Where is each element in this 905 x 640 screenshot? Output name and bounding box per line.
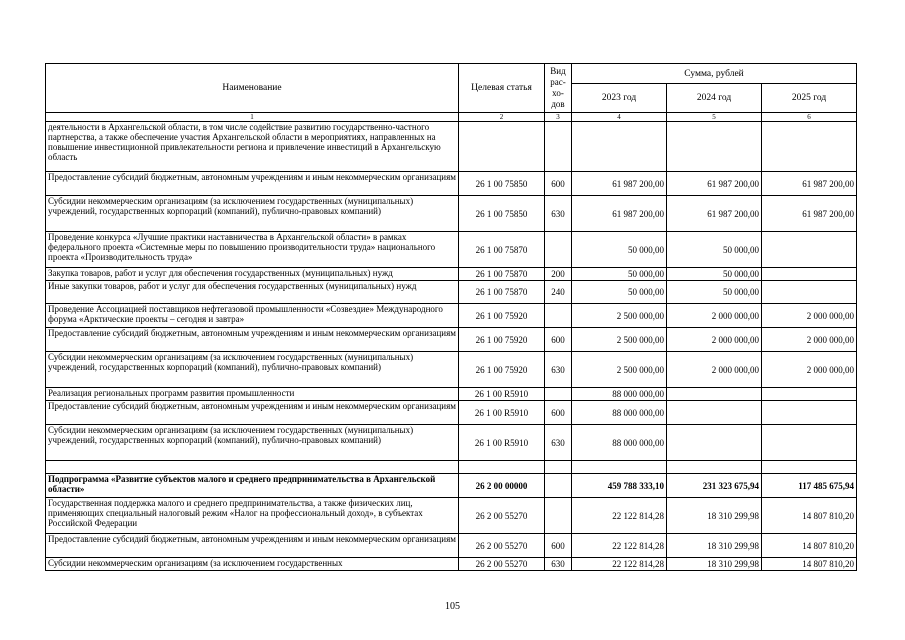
row-target-article: 26 1 00 R5910 <box>459 425 545 461</box>
row-amount-2024: 2 000 000,00 <box>667 304 762 328</box>
row-target-article: 26 1 00 75850 <box>459 172 545 196</box>
row-amount-2025: 2 000 000,00 <box>762 304 857 328</box>
row-name: Иные закупки товаров, работ и услуг для обеспечения государственных (муниципальных) нужд <box>46 281 459 304</box>
table-row <box>46 352 857 388</box>
row-amount-2024: 231 323 675,94 <box>667 474 762 498</box>
row-amount-2024: 2 000 000,00 <box>667 352 762 388</box>
row-amount-2023 <box>572 461 667 474</box>
row-expense-type: 630 <box>545 425 572 461</box>
row-amount-2025: 61 987 200,00 <box>762 172 857 196</box>
row-amount-2025: 2 000 000,00 <box>762 352 857 388</box>
row-amount-2023 <box>572 122 667 172</box>
row-amount-2023: 88 000 000,00 <box>572 388 667 401</box>
row-target-article: 26 1 00 75870 <box>459 232 545 268</box>
row-amount-2025 <box>762 122 857 172</box>
table-row <box>46 388 857 401</box>
row-name: Государственная поддержка малого и среднего предпринимательства, а также физических лиц, применяющих специальный налоговый режим «Налог на профессиональный доход», в субъектах Российской Федерации <box>46 498 459 534</box>
table-row <box>46 425 857 461</box>
page-number: 105 <box>445 601 460 612</box>
table-row <box>46 122 857 172</box>
table-row <box>46 558 857 571</box>
row-expense-type <box>545 122 572 172</box>
row-name: Подпрограмма «Развитие субъектов малого и среднего предпринимательства в Архангельской области» <box>46 474 459 498</box>
table-row <box>46 461 857 474</box>
colnum: 2 <box>459 113 545 122</box>
row-target-article: 26 2 00 55270 <box>459 534 545 558</box>
table-row <box>46 172 857 196</box>
row-name: Субсидии некоммерческим организациям (за исключением государственных <box>46 558 459 571</box>
row-name: Предоставление субсидий бюджетным, автономным учреждениям и иным некоммерческим организациям <box>46 328 459 352</box>
row-amount-2023: 22 122 814,28 <box>572 534 667 558</box>
row-amount-2023: 22 122 814,28 <box>572 498 667 534</box>
row-amount-2023: 2 500 000,00 <box>572 304 667 328</box>
row-expense-type: 630 <box>545 196 572 232</box>
row-amount-2023: 61 987 200,00 <box>572 196 667 232</box>
table-row <box>46 534 857 558</box>
table-row <box>46 498 857 534</box>
row-expense-type <box>545 232 572 268</box>
row-name: Субсидии некоммерческим организациям (за исключением государственных (муниципальных) учреждений, государственных корпораций (компаний), публично-правовых компаний) <box>46 196 459 232</box>
row-expense-type: 600 <box>545 534 572 558</box>
row-name: Субсидии некоммерческим организациям (за исключением государственных (муниципальных) учреждений, государственных корпораций (компаний), публично-правовых компаний) <box>46 352 459 388</box>
row-amount-2024: 2 000 000,00 <box>667 328 762 352</box>
row-name: Реализация региональных программ развития промышленности <box>46 388 459 401</box>
row-expense-type <box>545 474 572 498</box>
row-amount-2023: 88 000 000,00 <box>572 425 667 461</box>
table-body <box>46 122 857 571</box>
row-target-article: 26 2 00 55270 <box>459 558 545 571</box>
row-name: Предоставление субсидий бюджетным, автономным учреждениям и иным некоммерческим организациям <box>46 172 459 196</box>
row-target-article: 26 2 00 00000 <box>459 474 545 498</box>
row-name: Проведение Ассоциацией поставщиков нефтегазовой промышленности «Созвездие» Международного форума «Арктические проекты – сегодня и завтра» <box>46 304 459 328</box>
row-amount-2023: 22 122 814,28 <box>572 558 667 571</box>
row-amount-2025 <box>762 232 857 268</box>
row-amount-2025: 14 807 810,20 <box>762 534 857 558</box>
row-amount-2024 <box>667 401 762 425</box>
row-expense-type <box>545 388 572 401</box>
row-amount-2023: 459 788 333,10 <box>572 474 667 498</box>
row-amount-2023: 2 500 000,00 <box>572 352 667 388</box>
row-amount-2023: 50 000,00 <box>572 268 667 281</box>
row-target-article: 26 1 00 R5910 <box>459 388 545 401</box>
row-target-article: 26 1 00 R5910 <box>459 401 545 425</box>
table-row <box>46 474 857 498</box>
header-sum: Сумма, рублей <box>572 64 857 84</box>
header-2023: 2023 год <box>572 84 667 113</box>
row-amount-2024 <box>667 425 762 461</box>
row-target-article: 26 1 00 75870 <box>459 268 545 281</box>
row-target-article: 26 1 00 75850 <box>459 196 545 232</box>
row-amount-2023: 50 000,00 <box>572 232 667 268</box>
row-target-article: 26 1 00 75870 <box>459 281 545 304</box>
row-amount-2024: 50 000,00 <box>667 232 762 268</box>
row-amount-2024: 18 310 299,98 <box>667 558 762 571</box>
row-amount-2023: 61 987 200,00 <box>572 172 667 196</box>
row-amount-2024: 18 310 299,98 <box>667 498 762 534</box>
table-row <box>46 401 857 425</box>
row-target-article: 26 1 00 75920 <box>459 328 545 352</box>
row-amount-2025: 117 485 675,94 <box>762 474 857 498</box>
row-expense-type: 600 <box>545 328 572 352</box>
header-name: Наименование <box>46 64 459 113</box>
row-amount-2025 <box>762 281 857 304</box>
row-expense-type <box>545 304 572 328</box>
row-amount-2023: 88 000 000,00 <box>572 401 667 425</box>
colnum: 3 <box>545 113 572 122</box>
table-row <box>46 304 857 328</box>
row-name <box>46 461 459 474</box>
colnum: 6 <box>762 113 857 122</box>
row-amount-2025 <box>762 401 857 425</box>
row-amount-2024 <box>667 461 762 474</box>
row-amount-2025 <box>762 425 857 461</box>
table-row <box>46 328 857 352</box>
row-amount-2025 <box>762 268 857 281</box>
row-target-article <box>459 461 545 474</box>
row-amount-2024: 61 987 200,00 <box>667 172 762 196</box>
row-target-article <box>459 122 545 172</box>
row-expense-type: 200 <box>545 268 572 281</box>
row-amount-2024: 61 987 200,00 <box>667 196 762 232</box>
table-row <box>46 268 857 281</box>
row-expense-type <box>545 461 572 474</box>
table-row <box>46 196 857 232</box>
colnum: 4 <box>572 113 667 122</box>
row-amount-2025: 61 987 200,00 <box>762 196 857 232</box>
row-expense-type: 630 <box>545 352 572 388</box>
row-name: Предоставление субсидий бюджетным, автономным учреждениям и иным некоммерческим организациям <box>46 534 459 558</box>
header-expense-type: Вид рас-хо-дов <box>545 64 572 113</box>
table-row <box>46 232 857 268</box>
row-amount-2025: 14 807 810,20 <box>762 498 857 534</box>
row-name: Закупка товаров, работ и услуг для обеспечения государственных (муниципальных) нужд <box>46 268 459 281</box>
header-2024: 2024 год <box>667 84 762 113</box>
row-amount-2024: 50 000,00 <box>667 268 762 281</box>
row-expense-type: 600 <box>545 172 572 196</box>
row-amount-2025 <box>762 461 857 474</box>
budget-table <box>45 63 857 571</box>
row-target-article: 26 1 00 75920 <box>459 304 545 328</box>
header-2025: 2025 год <box>762 84 857 113</box>
row-amount-2025 <box>762 388 857 401</box>
colnum: 5 <box>667 113 762 122</box>
row-expense-type: 600 <box>545 401 572 425</box>
row-name: Субсидии некоммерческим организациям (за исключением государственных (муниципальных) учреждений, государственных корпораций (компаний), публично-правовых компаний) <box>46 425 459 461</box>
row-name: деятельности в Архангельской области, в том числе содействие развитию государственно-частного партнерства, а также обеспечение участия Архангельской области в мероприятиях, направленных на повышение инвестиционной привлекательности региона и привлечение инвестиций в Архангельскую область <box>46 122 459 172</box>
row-amount-2025: 2 000 000,00 <box>762 328 857 352</box>
row-amount-2023: 50 000,00 <box>572 281 667 304</box>
row-target-article: 26 2 00 55270 <box>459 498 545 534</box>
row-amount-2023: 2 500 000,00 <box>572 328 667 352</box>
header-target-article: Целевая статья <box>459 64 545 113</box>
table-row <box>46 281 857 304</box>
colnum: 1 <box>46 113 459 122</box>
row-name: Проведение конкурса «Лучшие практики наставничества в Архангельской области» в рамках федерального проекта «Системные меры по повышению производительности труда» национального проекта «Производительность труда» <box>46 232 459 268</box>
row-expense-type: 630 <box>545 558 572 571</box>
row-expense-type <box>545 498 572 534</box>
row-amount-2024 <box>667 388 762 401</box>
row-name: Предоставление субсидий бюджетным, автономным учреждениям и иным некоммерческим организациям <box>46 401 459 425</box>
row-amount-2024: 50 000,00 <box>667 281 762 304</box>
row-expense-type: 240 <box>545 281 572 304</box>
row-amount-2024: 18 310 299,98 <box>667 534 762 558</box>
row-target-article: 26 1 00 75920 <box>459 352 545 388</box>
row-amount-2024 <box>667 122 762 172</box>
row-amount-2025: 14 807 810,20 <box>762 558 857 571</box>
